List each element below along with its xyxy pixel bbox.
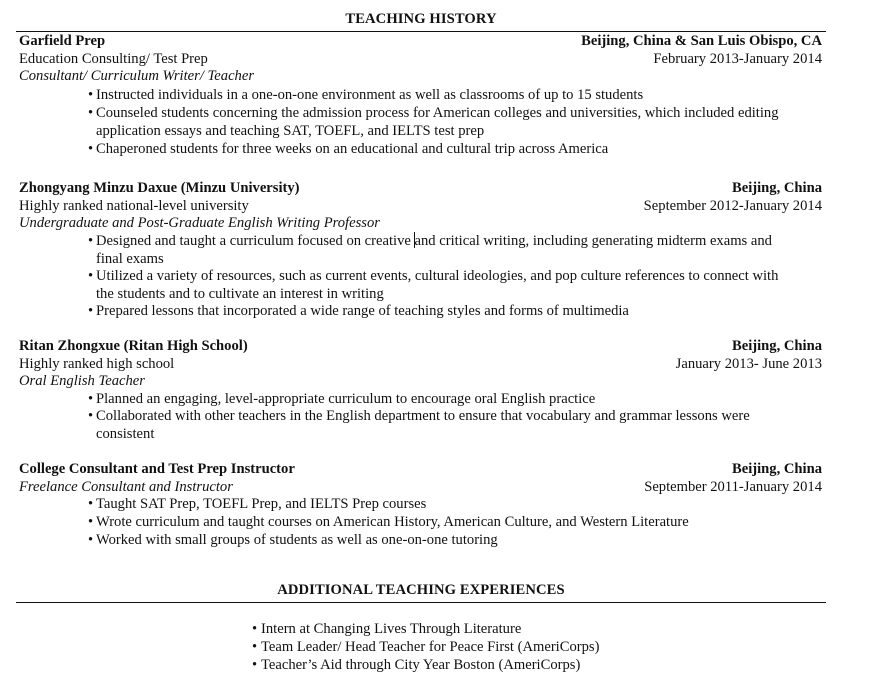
location: Beijing, China <box>731 338 822 354</box>
list-item-text: Intern at Changing Lives Through Literature <box>261 621 522 637</box>
list-item <box>88 267 818 303</box>
role-title: Oral English Teacher <box>19 373 145 389</box>
organization-name: Zhongyang Minzu Daxue (Minzu University) <box>19 180 300 196</box>
bullet-icon: • <box>88 514 94 530</box>
date-range: January 2013- June 2013 <box>675 356 822 372</box>
list-item-text-line-2: final exams <box>96 251 164 267</box>
list-item-text-line-2: the students and to cultivate an interest in writing <box>96 286 384 302</box>
list-item-text: Prepared lessons that incorporated a wide range of teaching styles and forms of multimedia <box>96 303 629 319</box>
section-divider <box>16 602 826 603</box>
list-item <box>88 140 818 158</box>
section-title-additional-teaching: ADDITIONAL TEACHING EXPERIENCES <box>277 582 565 598</box>
bullet-icon: • <box>88 408 94 424</box>
bullet-icon: • <box>252 621 258 637</box>
bullet-icon: • <box>88 268 94 284</box>
location: Beijing, China <box>731 180 822 196</box>
date-range: September 2012-January 2014 <box>643 198 822 214</box>
role-title: Freelance Consultant and Instructor <box>19 479 233 495</box>
text-after-cursor: and critical writing, including generating midterm exams and <box>414 233 772 249</box>
list-item <box>88 407 818 443</box>
list-item <box>88 531 818 549</box>
organization-name: College Consultant and Test Prep Instructor <box>19 461 295 477</box>
bullet-icon: • <box>88 87 94 103</box>
bullet-icon: • <box>252 657 258 673</box>
list-item <box>252 620 521 638</box>
list-item-text: Chaperoned students for three weeks on an educational and cultural trip across America <box>96 141 609 157</box>
bullet-icon: • <box>252 639 258 655</box>
location: Beijing, China & San Luis Obispo, CA <box>581 33 822 49</box>
bullet-icon: • <box>88 496 94 512</box>
list-item <box>88 86 818 104</box>
list-item-text-line-1: Collaborated with other teachers in the English department to ensure that vocabulary and grammar lessons were <box>96 408 750 424</box>
list-item <box>88 513 818 531</box>
date-range: September 2011-January 2014 <box>644 479 822 495</box>
location: Beijing, China <box>731 461 822 477</box>
list-item <box>88 390 818 408</box>
date-range: February 2013-January 2014 <box>653 51 822 67</box>
list-item-text: Instructed individuals in a one-on-one environment as well as classrooms of up to 15 students <box>96 87 644 103</box>
list-item-text-line-1: Utilized a variety of resources, such as current events, cultural ideologies, and pop culture references to connect with <box>96 268 779 284</box>
role-title: Undergraduate and Post-Graduate English Writing Professor <box>19 215 380 231</box>
list-item-text-line-1: Counseled students concerning the admission process for American colleges and universities, which included editing <box>96 105 779 121</box>
bullet-icon: • <box>88 532 94 548</box>
bullet-icon: • <box>88 141 94 157</box>
list-item <box>252 656 580 674</box>
list-item-text: Planned an engaging, level-appropriate curriculum to encourage oral English practice <box>96 391 596 407</box>
list-item-text-line-2: consistent <box>96 426 155 442</box>
section-title-teaching-history: TEACHING HISTORY <box>345 11 497 27</box>
bullet-icon: • <box>88 391 94 407</box>
list-item-text: Teacher’s Aid through City Year Boston (AmeriCorps) <box>261 657 581 673</box>
list-item <box>88 104 818 140</box>
organization-description: Education Consulting/ Test Prep <box>19 51 208 67</box>
list-item-text: Taught SAT Prep, TOEFL Prep, and IELTS Prep courses <box>96 496 427 512</box>
organization-name: Garfield Prep <box>19 33 106 49</box>
list-item <box>88 495 818 513</box>
list-item <box>88 302 818 320</box>
list-item-text: Worked with small groups of students as well as one-on-one tutoring <box>96 532 498 548</box>
organization-description: Highly ranked national-level university <box>19 198 249 214</box>
list-item-text: Wrote curriculum and taught courses on American History, American Culture, and Western Literature <box>96 514 689 530</box>
list-item-text: Team Leader/ Head Teacher for Peace First (AmeriCorps) <box>261 639 600 655</box>
list-item <box>252 638 599 656</box>
bullet-icon: • <box>88 233 94 249</box>
organization-description: Highly ranked high school <box>19 356 175 372</box>
role-title: Consultant/ Curriculum Writer/ Teacher <box>19 68 255 84</box>
bullet-icon: • <box>88 303 94 319</box>
list-item-text-line-2: application essays and teaching SAT, TOEFL, and IELTS test prep <box>96 123 485 139</box>
list-item <box>88 232 818 268</box>
bullet-icon: • <box>88 105 94 121</box>
organization-name: Ritan Zhongxue (Ritan High School) <box>19 338 248 354</box>
text-before-cursor: Designed and taught a curriculum focused on creative <box>96 233 415 249</box>
list-item-text-line-1 <box>88 232 818 250</box>
